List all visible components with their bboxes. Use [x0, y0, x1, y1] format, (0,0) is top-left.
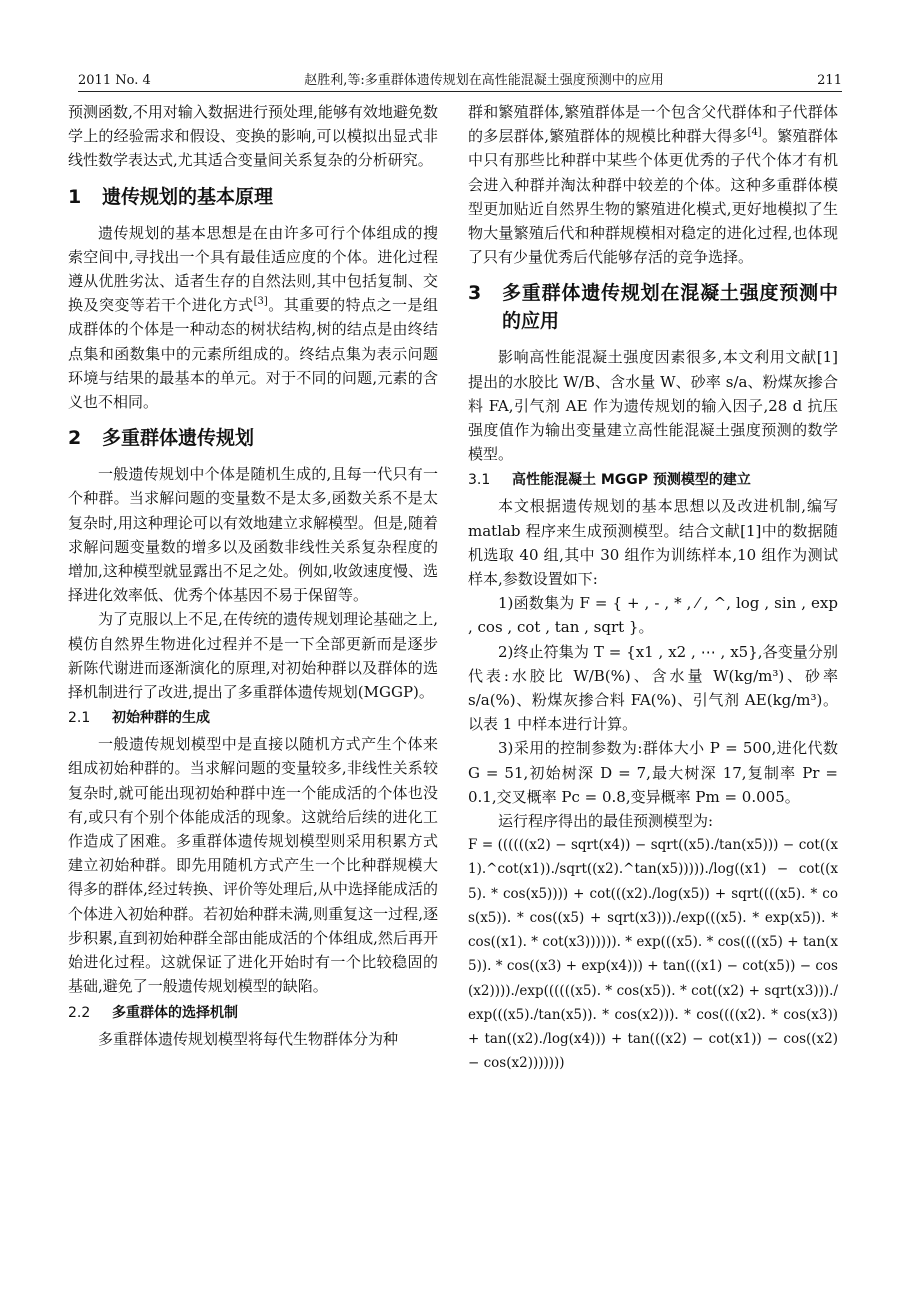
issue-label: 2011 No. 4	[78, 73, 151, 88]
control-parameters-item: 3)采用的控制参数为:群体大小 P = 500,进化代数 G = 51,初始树深 D = 7,最大树深 17,复制率 Pr = 0.1,交叉概率 Pc = 0.8,变异概率 Pm = 0.005。	[468, 739, 838, 806]
best-model-formula: F = ((((((x2) − sqrt(x4)) − sqrt((x5)./tan(x5))) − cot((x1).^cot(x1))./sqrt((x2).^tan(x5)))))./log((x1) − cot((x5). * cos(x5)))) + cot(((x2)./log(x5)) + sqrt((((x5). * cos(x5)). * cos((x5) + sqrt(x3)))./exp(((x5). * exp(x5)). * cos((x1). * cot(x3)))))). * exp(((x5). * cos((((x5) + tan(x5)). * cos((x3) + exp(x4))) + tan(((x1) − cot(x5)) − cos(x2))))./exp((((((x5). * cos(x5)). * cot((x2) + sqrt(x3)))./exp(((x5)./tan(x5)). * cos(x2))). * cos((((x2). * cos(x3)) + tan((x2)./log(x4))) + tan(((x2) − cot(x1)) − cos((x2) − cos(x2)))))))	[468, 837, 838, 1072]
subsection-number: 2.2	[68, 1004, 91, 1021]
continued-paragraph	[468, 100, 838, 269]
terminal-set-item: 2)终止符集为 T = {x1 , x2 , ⋯ , x5},各变量分别代表:水胶比 W/B(%)、含水量 W(kg/m³)、砂率 s/a(%)、粉煤灰掺合料 FA(%)、引气剂 AE(kg/m³)。以表 1 中样本进行计算。	[468, 642, 838, 734]
section-1-heading	[68, 183, 438, 211]
paragraph-text: 。繁殖群体中只有那些比种群中某些个体更优秀的子代个体才有机会进入种群并淘汰种群中较差的个体。这种多重群体模型更加贴近自然界生物的繁殖进化模式,更好地模拟了生物大量繁殖后代和种群规模相对稳定的进化过程,也体现了只有少量优秀后代能够存活的竞争选择。	[468, 127, 838, 267]
model-intro: 运行程序得出的最佳预测模型为:	[498, 812, 714, 831]
paragraph-text: 群和繁殖群体,繁殖群体是一个包含父代群体和子代群体的多层群体,繁殖群体的规模比种群大得多	[468, 103, 838, 146]
section-2-heading	[68, 424, 438, 452]
left-column	[68, 100, 438, 1051]
section-2-paragraph-2: 为了克服以上不足,在传统的遗传规划理论基础之上,模仿自然界生物进化过程并不是一下全部更新而是逐步新陈代谢进而逐渐演化的原理,对初始种群以及群体的选择机制进行了改进,提出了多重群体遗传规划(MGGP)。	[68, 610, 438, 702]
section-3-1-paragraph: 本文根据遗传规划的基本思想以及改进机制,编写 matlab 程序来生成预测模型。结合文献[1]中的数据随机选取 40 组,其中 30 组作为训练样本,10 组作为测试样本,参数设置如下:	[468, 497, 838, 589]
subsection-number: 3.1	[468, 472, 491, 489]
section-title: 多重群体遗传规划	[102, 427, 255, 450]
section-3-paragraph: 影响高性能混凝土强度因素很多,本文利用文献[1]提出的水胶比 W/B、含水量 W、砂率 s/a、粉煤灰掺合料 FA,引气剂 AE 作为遗传规划的输入因子,28 d 抗压强度值作为输出变量建立高性能混凝土强度预测的数学模型。	[468, 348, 838, 464]
section-number: 3	[468, 282, 482, 305]
section-title: 遗传规划的基本原理	[102, 185, 274, 208]
citation: [3]	[253, 296, 268, 308]
section-2-paragraph-1: 一般遗传规划中个体是随机生成的,且每一代只有一个种群。当求解问题的变量数不是太多,函数关系不是太复杂时,用这种理论可以有效地建立求解模型。但是,随着求解问题变量数的增多以及函数非线性关系复杂程度的增加,这种模型就显露出不足之处。例如,收敛速度慢、选择进化效率低、优秀个体基因不易于保留等。	[68, 465, 438, 605]
running-header	[78, 62, 842, 92]
subsection-number: 2.1	[68, 710, 91, 727]
section-3-1-heading	[468, 468, 838, 492]
section-number: 2	[68, 427, 82, 450]
section-number: 1	[68, 185, 82, 208]
citation: [4]	[747, 127, 762, 139]
section-2-1-heading	[68, 706, 438, 730]
section-2-2-heading	[68, 1001, 438, 1025]
function-set-item: 1)函数集为 F = { + , - , * , ⁄ , ^, log , sin , exp , cos , cot , tan , sqrt }。	[468, 594, 838, 637]
paragraph-text: 。其重要的特点之一是组成群体的个体是一种动态的树状结构,树的结点是由终结点集和函数集中的元素所组成的。终结点集为表示问题环境与结果的最基本的单元。对于不同的问题,元素的含义也不相同。	[68, 296, 438, 412]
section-2-2-paragraph: 多重群体遗传规划模型将每代生物群体分为种	[98, 1029, 399, 1048]
running-title: 赵胜利,等:多重群体遗传规划在高性能混凝土强度预测中的应用	[304, 73, 664, 88]
section-1-paragraph	[68, 221, 438, 415]
intro-paragraph: 预测函数,不用对输入数据进行预处理,能够有效地避免数学上的经验需求和假设、变换的影响,可以模拟出显式非线性数学表达式,尤其适合变量间关系复杂的分析研究。	[68, 103, 438, 170]
subsection-title: 高性能混凝土 MGGP 预测模型的建立	[512, 472, 751, 489]
right-column	[468, 100, 838, 1075]
subsection-title: 多重群体的选择机制	[112, 1004, 238, 1021]
page-number: 211	[817, 73, 842, 88]
section-3-heading	[468, 279, 838, 335]
section-2-1-paragraph: 一般遗传规划模型中是直接以随机方式产生个体来组成初始种群的。当求解问题的变量较多,非线性关系较复杂时,就可能出现初始种群中连一个能成活的个体也没有,或只有个别个体能成活的现象。这就给后续的进化工作造成了困难。多重群体遗传规划模型则采用积累方式建立初始种群。即先用随机方式产生一个比种群规模大得多的群体,经过转换、评价等处理后,从中选择能成活的个体进入初始种群。若初始种群未满,则重复这一过程,逐步积累,直到初始种群全部由能成活的个体组成,然后再开始进化过程。这就保证了进化开始时有一个比较稳固的基础,避免了一般遗传规划模型的缺陷。	[68, 735, 438, 996]
subsection-title: 初始种群的生成	[112, 710, 210, 727]
section-title: 多重群体遗传规划在混凝土强度预测中的应用	[502, 282, 838, 333]
paragraph-text: 遗传规划的基本思想是在由许多可行个体组成的搜索空间中,寻找出一个具有最佳适应度的个体。进化过程遵从优胜劣汰、适者生存的自然法则,其中包括复制、交换及突变等若干个进化方式	[68, 223, 438, 315]
